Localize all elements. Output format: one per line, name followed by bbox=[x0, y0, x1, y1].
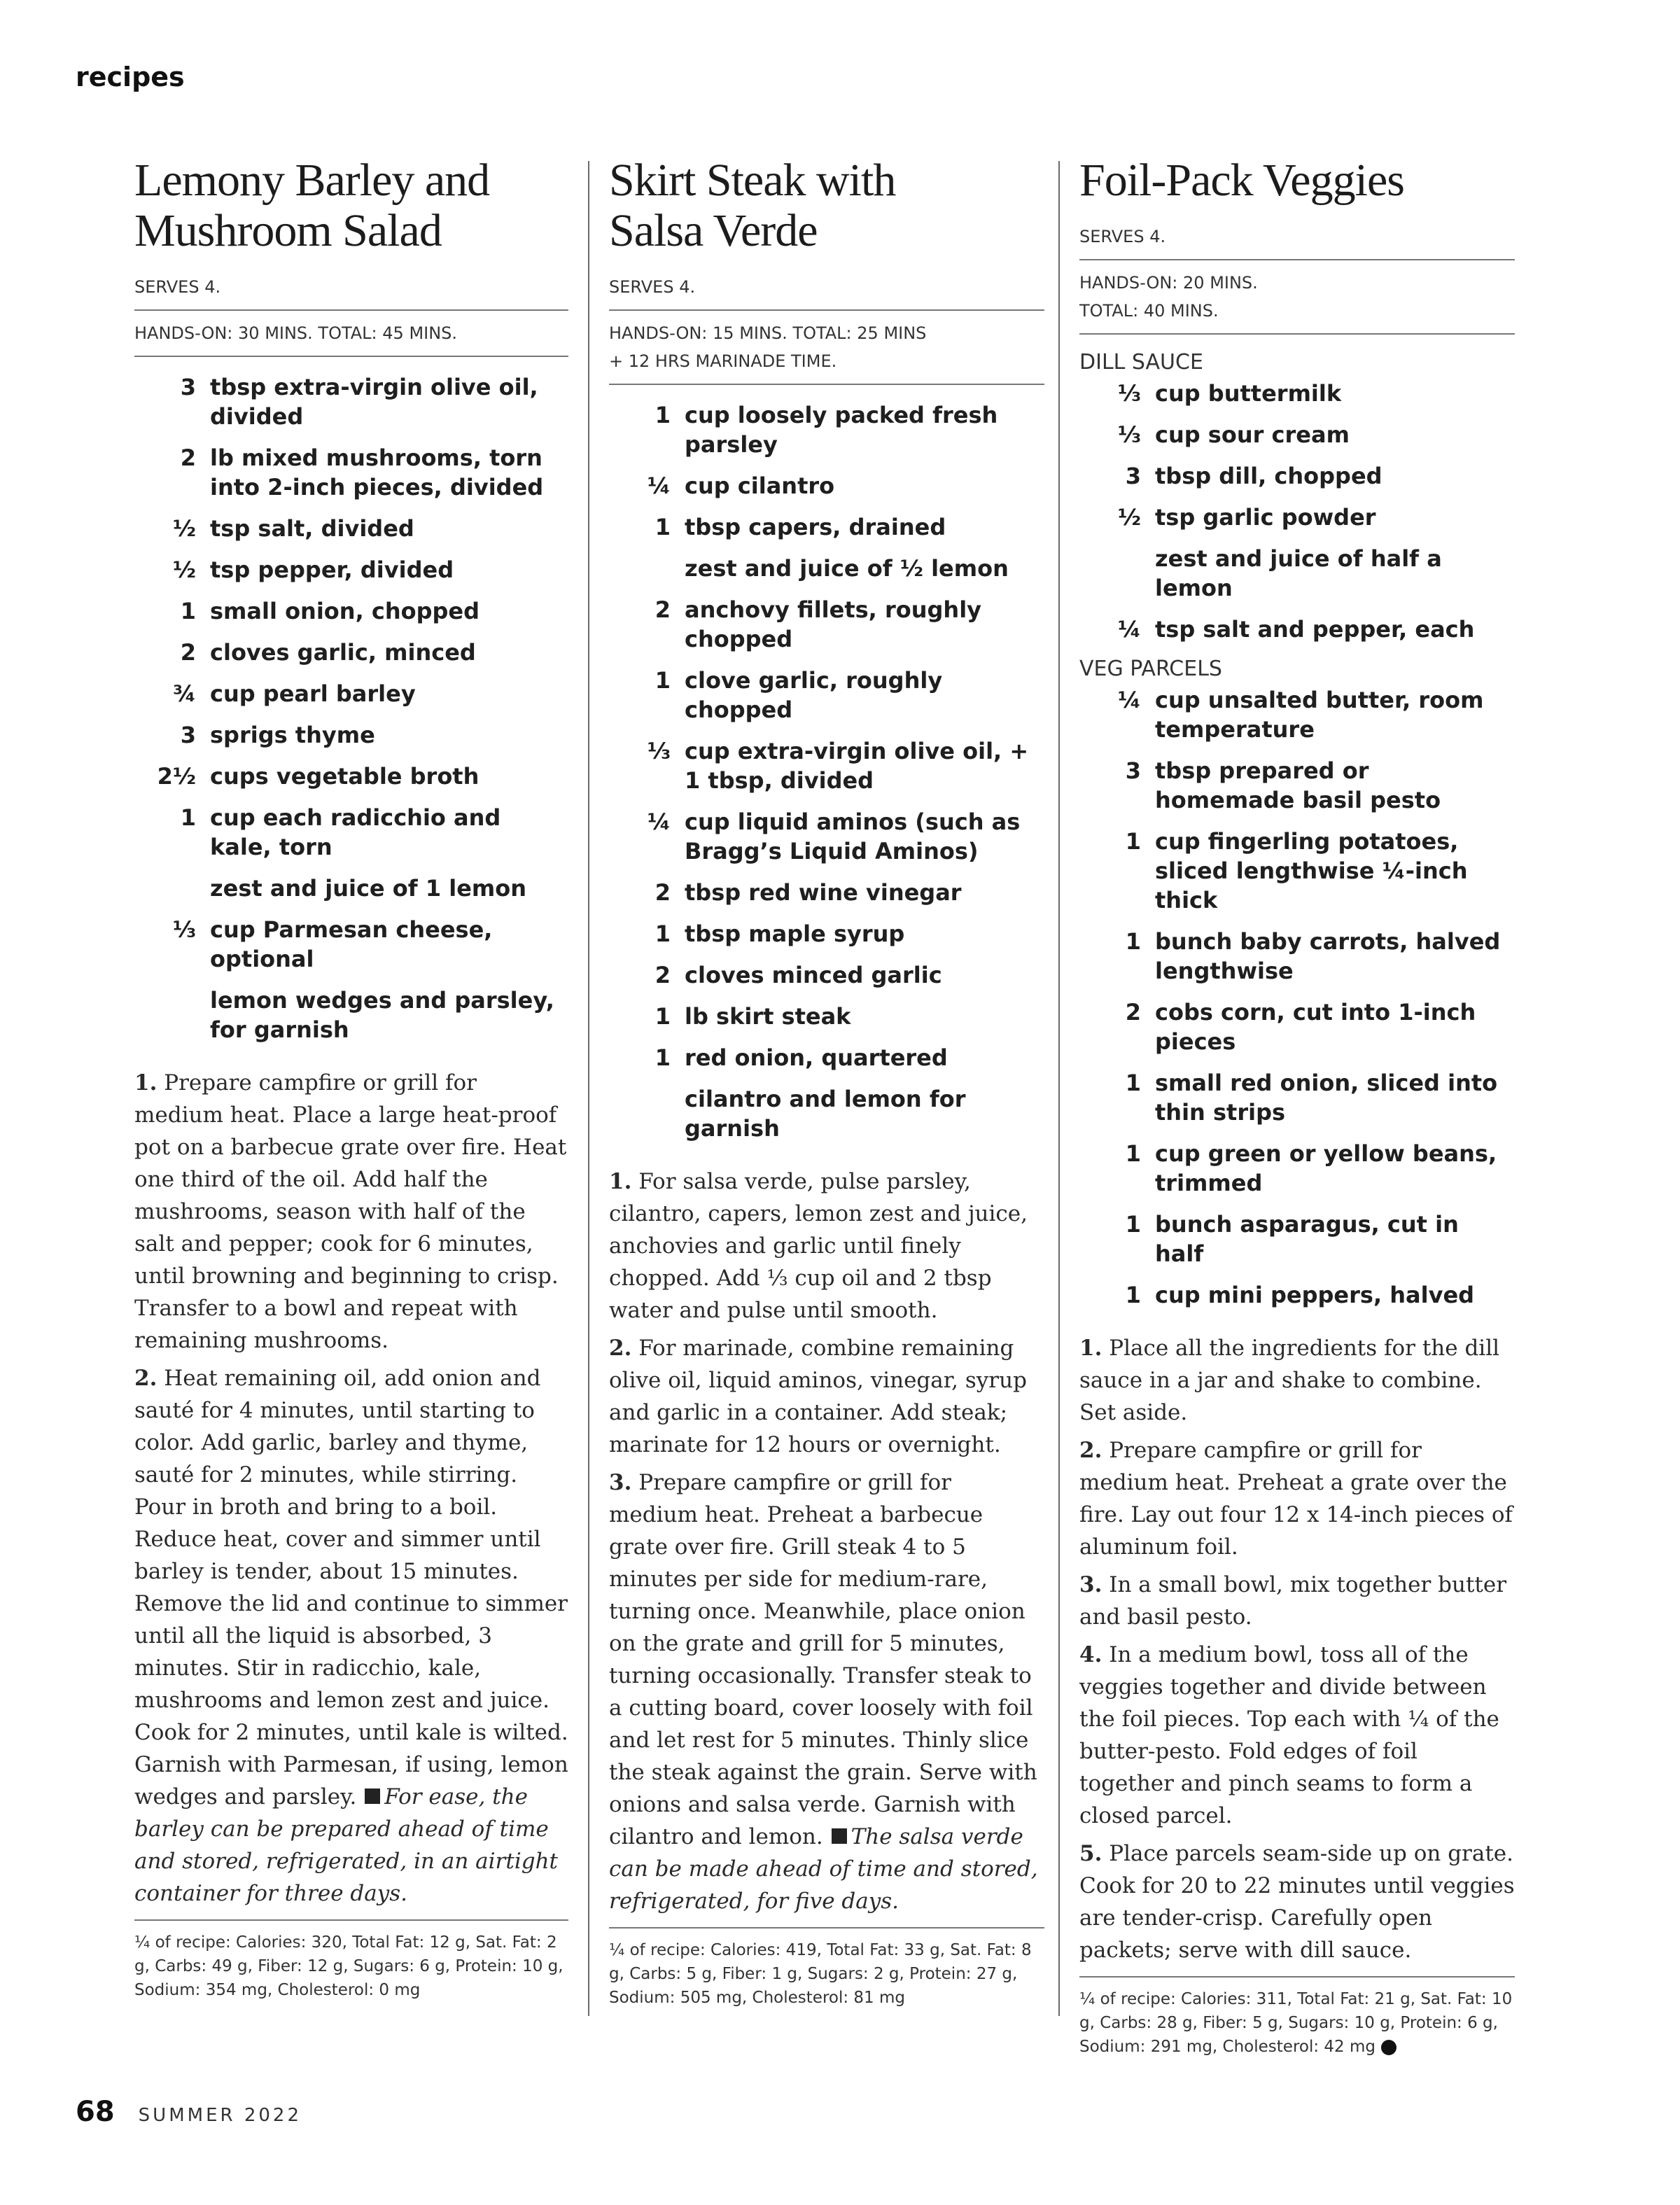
recipe-title-line: Lemony Barley and bbox=[134, 155, 490, 206]
ingredient-text: tbsp red wine vinegar bbox=[685, 879, 962, 906]
method-step bbox=[1079, 1569, 1515, 1633]
column-divider bbox=[1058, 161, 1060, 2016]
ingredient-qty: ¼ bbox=[647, 808, 671, 835]
ingredient-text: small red onion, sliced into thin strips bbox=[1155, 1070, 1498, 1126]
note-square-icon bbox=[832, 1828, 847, 1844]
step-text: For salsa verde, pulse parsley, cilantro, capers, lemon zest and juice, anchovies and garlic until finely chopped. Add ⅓ cup oil and 2 tbsp water and pulse until smooth. bbox=[609, 1169, 1028, 1323]
recipe-title-line: Foil-Pack Veggies bbox=[1079, 155, 1404, 206]
ingredient-qty: 1 bbox=[1125, 1070, 1141, 1096]
ingredient-item bbox=[609, 1084, 1044, 1143]
ingredient-item bbox=[609, 1043, 1044, 1072]
ingredient-qty bbox=[134, 874, 210, 903]
time-line: + 12 HRS MARINADE TIME. bbox=[609, 351, 837, 371]
nutrition-info bbox=[134, 1919, 568, 2002]
ingredient-item bbox=[134, 638, 568, 667]
page-footer bbox=[76, 2096, 302, 2128]
ingredient-text: red onion, quartered bbox=[685, 1044, 948, 1071]
ingredient-text: cup loosely packed fresh parsley bbox=[685, 402, 998, 458]
ingredient-item bbox=[609, 666, 1044, 724]
ingredient-item bbox=[134, 874, 568, 903]
ingredient-qty: 3 bbox=[180, 722, 196, 748]
ingredient-text: cloves minced garlic bbox=[685, 962, 942, 988]
ingredient-text: cloves garlic, minced bbox=[210, 639, 476, 666]
ingredient-item bbox=[1079, 615, 1515, 644]
ingredient-text: tbsp prepared or homemade basil pesto bbox=[1155, 757, 1441, 813]
ingredient-text: cups vegetable broth bbox=[210, 763, 479, 790]
ingredient-text: tsp pepper, divided bbox=[210, 556, 454, 583]
ingredient-group-heading: DILL SAUCE bbox=[1079, 350, 1203, 374]
ingredient-text: cup green or yellow beans, trimmed bbox=[1155, 1140, 1497, 1196]
step-text: Prepare campfire or grill for medium heat. Preheat a grate over the fire. Lay out four 12 x 14-inch pieces of aluminum foil. bbox=[1079, 1438, 1513, 1560]
nutrition-info bbox=[609, 1927, 1044, 2010]
column-divider bbox=[588, 161, 589, 2016]
ingredient-qty: ⅓ bbox=[1117, 380, 1141, 407]
recipe-title bbox=[1079, 155, 1515, 206]
ingredient-text: tsp garlic powder bbox=[1155, 504, 1376, 531]
step-text: Heat remaining oil, add onion and sauté for 4 minutes, until starting to color. Add garlic, barley and thyme, sauté for 2 minutes, while stirring. Pour in broth and bring to a boil. Reduce heat, cover and simmer until barley is tender, about 15 minutes. Remove the lid and continue to simmer until all the liquid is absorbed, 3 minutes. Stir in radicchio, kale, mushrooms and lemon zest and juice. Cook for 2 minutes, until kale is wilted. Garnish with Parmesan, if using, lemon wedges and parsley. bbox=[134, 1366, 568, 1809]
ingredient-text: tsp salt, divided bbox=[210, 515, 414, 542]
method-step bbox=[609, 1466, 1044, 1917]
ingredient-qty: 1 bbox=[654, 667, 671, 694]
step-number: 2. bbox=[134, 1366, 158, 1391]
ingredient-item bbox=[134, 596, 568, 626]
ingredient-text: cobs corn, cut into 1-inch pieces bbox=[1155, 999, 1476, 1055]
ingredient-qty: 2½ bbox=[157, 763, 196, 790]
ingredient-item bbox=[609, 736, 1044, 795]
ingredient-item bbox=[1079, 827, 1515, 915]
ingredient-qty: 2 bbox=[654, 962, 671, 988]
method-step bbox=[609, 1332, 1044, 1461]
step-number: 3. bbox=[1079, 1572, 1102, 1597]
end-mark-icon bbox=[1381, 2040, 1396, 2055]
ingredient-qty: 2 bbox=[180, 444, 196, 471]
issue-label: SUMMER 2022 bbox=[138, 2105, 302, 2126]
step-text: For marinade, combine remaining olive oil, liquid aminos, vinegar, syrup and garlic in a container. Add steak; marinate for 12 hours or overnight. bbox=[609, 1336, 1027, 1457]
page-number: 68 bbox=[76, 2096, 115, 2128]
ingredient-qty: 1 bbox=[180, 598, 196, 624]
ingredient-text: cup buttermilk bbox=[1155, 380, 1342, 407]
ingredient-item bbox=[1079, 503, 1515, 532]
method-steps bbox=[134, 1067, 568, 1910]
ingredient-qty: 1 bbox=[654, 514, 671, 540]
step-text: Place parcels seam-side up on grate. Cook for 20 to 22 minutes until veggies are tender-crisp. Carefully open packets; serve with dill sauce. bbox=[1079, 1841, 1515, 1963]
ingredient-item bbox=[1079, 685, 1515, 744]
method-step bbox=[1079, 1434, 1515, 1563]
ingredient-qty: ⅓ bbox=[172, 916, 196, 943]
ingredient-text: sprigs thyme bbox=[210, 722, 375, 748]
ingredient-text: small onion, chopped bbox=[210, 598, 480, 624]
ingredient-text: cup sour cream bbox=[1155, 421, 1350, 448]
ingredient-text: cup unsalted butter, room temperature bbox=[1155, 687, 1484, 743]
method-step bbox=[134, 1067, 568, 1357]
ingredient-item bbox=[134, 679, 568, 708]
ingredient-qty: ¼ bbox=[1117, 687, 1141, 713]
step-number: 1. bbox=[134, 1070, 158, 1096]
ingredient-qty: ¾ bbox=[172, 680, 196, 707]
recipe-title-line: Skirt Steak with bbox=[609, 155, 896, 206]
ingredient-qty: 3 bbox=[1125, 757, 1141, 784]
nutrition-text: ¼ of recipe: Calories: 311, Total Fat: 21 g, Sat. Fat: 10 g, Carbs: 28 g, Fiber: 5 g, Sugars: 10 g, Protein: 6 g, Sodium: 291 mg, Cholesterol: 42 mg bbox=[1079, 1990, 1513, 2056]
ingredient-item bbox=[1079, 379, 1515, 408]
step-text: In a medium bowl, toss all of the veggies together and divide between the foil pieces. Top each with ¼ of the butter-pesto. Fold edges of foil together and pinch seams to form a closed parcel. bbox=[1079, 1642, 1499, 1828]
ingredient-text: tbsp dill, chopped bbox=[1155, 463, 1382, 489]
ingredient-qty: 1 bbox=[1125, 1282, 1141, 1308]
step-note: The salsa verde can be made ahead of time and stored, refrigerated, for five days. bbox=[609, 1824, 1038, 1914]
method-step bbox=[1079, 1837, 1515, 1966]
time-line: TOTAL: 40 MINS. bbox=[1079, 301, 1219, 321]
ingredient-list bbox=[1079, 350, 1515, 1310]
ingredient-item bbox=[609, 554, 1044, 583]
ingredient-text: cup mini peppers, halved bbox=[1155, 1282, 1475, 1308]
ingredient-item bbox=[609, 919, 1044, 948]
ingredient-qty: 1 bbox=[654, 1003, 671, 1030]
serves-line: SERVES 4. bbox=[1079, 220, 1515, 260]
recipe-title bbox=[609, 155, 1044, 256]
ingredient-qty: 1 bbox=[654, 920, 671, 947]
step-text: Prepare campfire or grill for medium heat. Preheat a barbecue grate over fire. Grill steak 4 to 5 minutes per side for medium-rare, turning once. Meanwhile, place onion on the grate and grill for 5 minutes, turning occasionally. Transfer steak to a cutting board, cover loosely with foil and let rest for 5 minutes. Thinly slice the steak against the grain. Serve with onions and salsa verde. Garnish with cilantro and lemon. bbox=[609, 1470, 1037, 1849]
ingredient-qty: 1 bbox=[1125, 1140, 1141, 1167]
ingredient-text: cup cilantro bbox=[685, 472, 835, 499]
ingredient-qty: 1 bbox=[1125, 928, 1141, 955]
ingredient-item bbox=[134, 372, 568, 431]
section-label: recipes bbox=[76, 62, 185, 92]
nutrition-text: ¼ of recipe: Calories: 320, Total Fat: 12 g, Sat. Fat: 2 g, Carbs: 49 g, Fiber: 12 g, Sugars: 6 g, Protein: 10 g, Sodium: 354 mg, Cholesterol: 0 mg bbox=[134, 1933, 564, 1999]
ingredient-qty: 3 bbox=[1125, 463, 1141, 489]
ingredient-item bbox=[1079, 461, 1515, 491]
ingredient-qty: ⅓ bbox=[647, 738, 671, 764]
ingredient-text: zest and juice of half a lemon bbox=[1155, 545, 1442, 601]
ingredient-group-heading: VEG PARCELS bbox=[1079, 657, 1222, 681]
ingredient-qty: 2 bbox=[1125, 999, 1141, 1026]
ingredient-item bbox=[1079, 1280, 1515, 1310]
ingredient-list bbox=[134, 372, 568, 1044]
ingredient-text: cup extra-virgin olive oil, + 1 tbsp, divided bbox=[685, 738, 1029, 794]
ingredient-qty: 2 bbox=[180, 639, 196, 666]
ingredient-list bbox=[609, 400, 1044, 1143]
time-line: HANDS-ON: 30 MINS. TOTAL: 45 MINS. bbox=[134, 323, 458, 343]
nutrition-info bbox=[1079, 1976, 1515, 2059]
ingredient-text: anchovy fillets, roughly chopped bbox=[685, 596, 982, 652]
method-steps bbox=[609, 1166, 1044, 1917]
ingredient-qty: 2 bbox=[654, 596, 671, 623]
ingredient-qty: 1 bbox=[654, 1044, 671, 1071]
ingredient-item bbox=[134, 514, 568, 543]
method-step bbox=[1079, 1639, 1515, 1832]
ingredient-text: lemon wedges and parsley, for garnish bbox=[210, 987, 554, 1043]
ingredient-text: cup each radicchio and kale, torn bbox=[210, 804, 501, 860]
recipe-title-line: Mushroom Salad bbox=[134, 205, 442, 256]
ingredient-item bbox=[134, 443, 568, 502]
ingredient-item bbox=[1079, 756, 1515, 815]
ingredient-text: tbsp maple syrup bbox=[685, 920, 905, 947]
ingredient-item bbox=[609, 400, 1044, 459]
ingredient-item bbox=[609, 1002, 1044, 1031]
note-square-icon bbox=[365, 1788, 380, 1804]
time-info bbox=[609, 311, 1044, 385]
ingredient-item bbox=[1079, 1139, 1515, 1198]
ingredient-text: zest and juice of ½ lemon bbox=[685, 555, 1009, 582]
ingredient-item bbox=[609, 595, 1044, 654]
ingredient-item bbox=[609, 471, 1044, 500]
recipe-column bbox=[1079, 155, 1515, 2059]
ingredient-text: bunch asparagus, cut in half bbox=[1155, 1211, 1459, 1267]
ingredient-qty: 1 bbox=[1125, 1211, 1141, 1238]
ingredient-item bbox=[609, 960, 1044, 990]
recipe-column bbox=[609, 155, 1044, 2010]
ingredient-qty: ½ bbox=[172, 556, 196, 583]
time-line: HANDS-ON: 20 MINS. bbox=[1079, 273, 1258, 293]
ingredient-item bbox=[134, 986, 568, 1044]
recipe-title bbox=[134, 155, 568, 256]
ingredient-qty: ¼ bbox=[1117, 616, 1141, 643]
ingredient-qty: ½ bbox=[1117, 504, 1141, 531]
ingredient-qty bbox=[609, 554, 685, 583]
step-text: Prepare campfire or grill for medium heat. Place a large heat-proof pot on a barbecue grate over fire. Heat one third of the oil. Add half the mushrooms, season with half of the salt and pepper; cook for 6 minutes, until browning and beginning to crisp. Transfer to a bowl and repeat with remaining mushrooms. bbox=[134, 1070, 567, 1353]
ingredient-item bbox=[609, 878, 1044, 907]
ingredient-text: tbsp capers, drained bbox=[685, 514, 946, 540]
step-text: Place all the ingredients for the dill sauce in a jar and shake to combine. Set aside. bbox=[1079, 1336, 1500, 1425]
ingredient-text: bunch baby carrots, halved lengthwise bbox=[1155, 928, 1501, 984]
ingredient-text: zest and juice of 1 lemon bbox=[210, 875, 526, 902]
ingredient-item bbox=[134, 803, 568, 862]
ingredient-text: cilantro and lemon for garnish bbox=[685, 1086, 966, 1142]
recipe-column bbox=[134, 155, 568, 2002]
ingredient-item bbox=[609, 807, 1044, 866]
ingredient-qty: ⅓ bbox=[1117, 421, 1141, 448]
ingredient-text: lb skirt steak bbox=[685, 1003, 851, 1030]
ingredient-item bbox=[1079, 544, 1515, 603]
step-number: 2. bbox=[609, 1336, 632, 1361]
method-step bbox=[134, 1362, 568, 1910]
ingredient-qty bbox=[134, 986, 210, 1044]
step-number: 2. bbox=[1079, 1438, 1102, 1463]
ingredient-text: clove garlic, roughly chopped bbox=[685, 667, 943, 723]
ingredient-text: cup pearl barley bbox=[210, 680, 416, 707]
method-steps bbox=[1079, 1332, 1515, 1966]
ingredient-text: cup liquid aminos (such as Bragg’s Liquid Aminos) bbox=[685, 808, 1021, 864]
ingredient-qty: 2 bbox=[654, 879, 671, 906]
ingredient-item bbox=[1079, 997, 1515, 1056]
ingredient-item bbox=[1079, 420, 1515, 449]
ingredient-qty: ¼ bbox=[647, 472, 671, 499]
ingredient-text: lb mixed mushrooms, torn into 2-inch pieces, divided bbox=[210, 444, 544, 500]
ingredient-item bbox=[1079, 1210, 1515, 1268]
method-step bbox=[609, 1166, 1044, 1326]
ingredient-item bbox=[134, 555, 568, 584]
step-number: 1. bbox=[609, 1169, 632, 1194]
serves-line: SERVES 4. bbox=[609, 270, 1044, 311]
ingredient-qty: 1 bbox=[1125, 828, 1141, 855]
step-number: 1. bbox=[1079, 1336, 1102, 1361]
step-number: 5. bbox=[1079, 1841, 1102, 1866]
ingredient-qty: 1 bbox=[654, 402, 671, 428]
ingredient-item bbox=[134, 762, 568, 791]
step-text: In a small bowl, mix together butter and basil pesto. bbox=[1079, 1572, 1507, 1630]
ingredient-qty bbox=[609, 1084, 685, 1143]
recipe-title-line: Salsa Verde bbox=[609, 205, 818, 256]
ingredient-text: tsp salt and pepper, each bbox=[1155, 616, 1475, 643]
ingredient-item bbox=[134, 720, 568, 750]
step-number: 4. bbox=[1079, 1642, 1102, 1667]
time-info bbox=[134, 311, 568, 357]
ingredient-item bbox=[134, 915, 568, 974]
step-note: For ease, the barley can be prepared ahead of time and stored, refrigerated, in an airtight container for three days. bbox=[134, 1784, 558, 1906]
ingredient-item bbox=[1079, 927, 1515, 986]
time-info bbox=[1079, 260, 1515, 335]
ingredient-item bbox=[609, 512, 1044, 542]
ingredient-qty: 1 bbox=[180, 804, 196, 831]
time-line: HANDS-ON: 15 MINS. TOTAL: 25 MINS bbox=[609, 323, 927, 343]
ingredient-text: tbsp extra-virgin olive oil, divided bbox=[210, 374, 538, 430]
ingredient-qty bbox=[1079, 544, 1155, 603]
method-step bbox=[1079, 1332, 1515, 1429]
serves-line: SERVES 4. bbox=[134, 270, 568, 311]
ingredient-item bbox=[1079, 1068, 1515, 1127]
ingredient-text: cup fingerling potatoes, sliced lengthwise ¼-inch thick bbox=[1155, 828, 1468, 913]
step-number: 3. bbox=[609, 1470, 632, 1495]
ingredient-qty: ½ bbox=[172, 515, 196, 542]
ingredient-qty: 3 bbox=[180, 374, 196, 400]
ingredient-text: cup Parmesan cheese, optional bbox=[210, 916, 493, 972]
nutrition-text: ¼ of recipe: Calories: 419, Total Fat: 33 g, Sat. Fat: 8 g, Carbs: 5 g, Fiber: 1 g, Sugars: 2 g, Protein: 27 g, Sodium: 505 mg, Cholesterol: 81 mg bbox=[609, 1941, 1032, 2007]
